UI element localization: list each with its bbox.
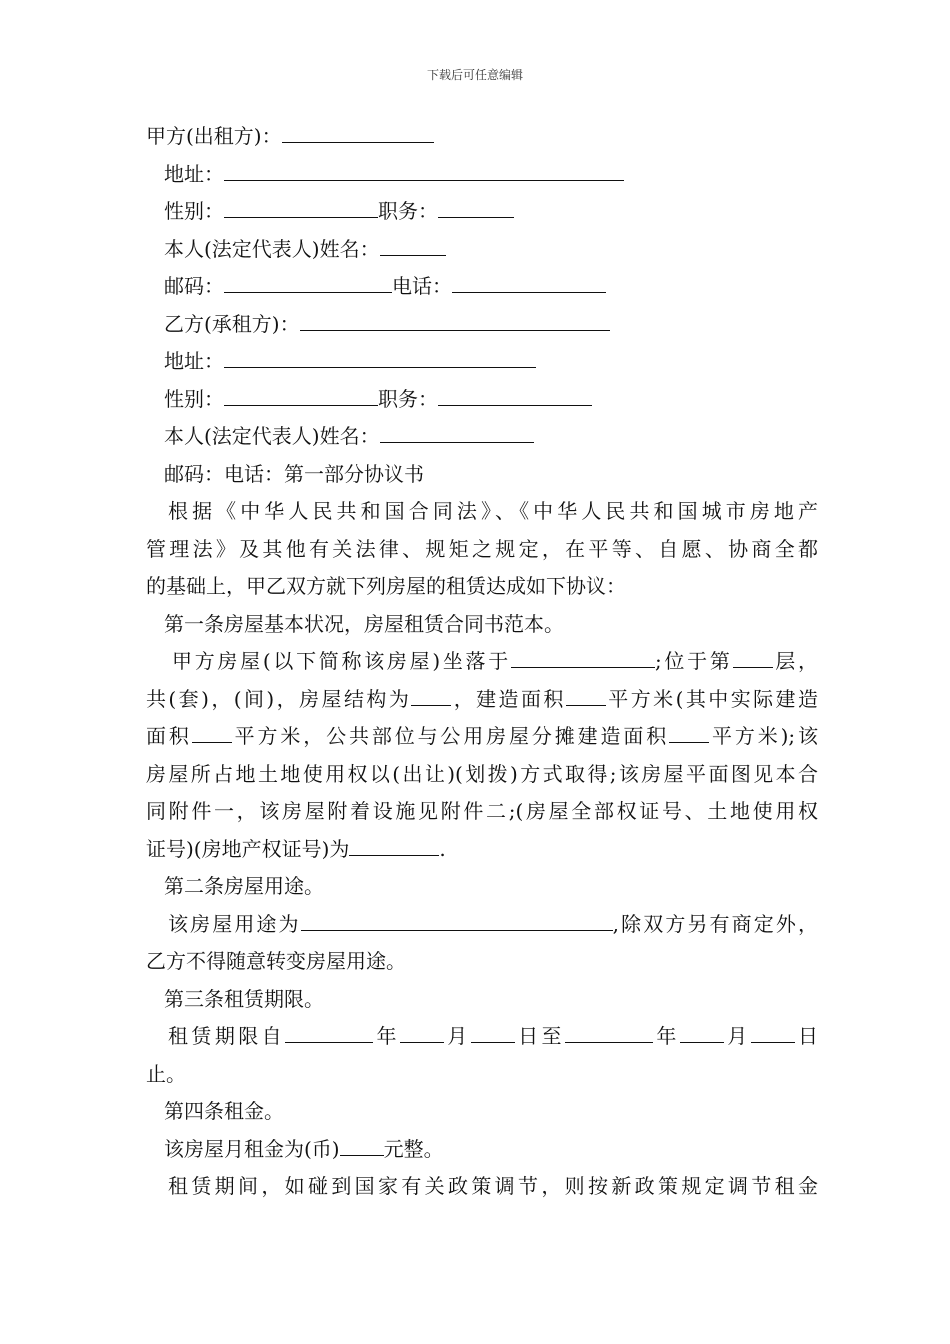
- article-1-shared-area-suffix: 平方米);该: [709, 724, 819, 748]
- article-3-end-year-label: 年: [652, 1024, 680, 1048]
- party-b-rep-label: 本人(法定代表人)姓名：: [164, 424, 380, 448]
- article-1-shared-area-label: 平方米，公共部位与公用房屋分摊建造面积: [231, 724, 670, 748]
- party-a-postcode-label: 邮码：: [164, 274, 224, 298]
- article-3-end-day-blank[interactable]: [751, 1026, 795, 1043]
- party-a-name-blank[interactable]: [282, 126, 434, 143]
- article-4-rent-suffix: 元整。: [383, 1136, 444, 1161]
- party-a-rep-label: 本人(法定代表人)姓名：: [164, 236, 380, 261]
- preamble-line-2: 管理法》及其他有关法律、规矩之规定，在平等、自愿、协商全都: [146, 536, 818, 561]
- article-3-start-day-blank[interactable]: [471, 1026, 515, 1043]
- party-a-gender-label: 性别：: [164, 199, 224, 223]
- article-1-period: .: [439, 836, 446, 861]
- party-a-gender-line: [146, 193, 818, 231]
- article-1-line-6: [146, 831, 818, 869]
- preamble-line-3: 的基础上，甲乙双方就下列房屋的租赁达成如下协议：: [146, 574, 626, 598]
- article-1-line-2: [146, 681, 818, 719]
- article-3-day-to-label: 日至: [514, 1024, 565, 1048]
- party-a-gender-blank[interactable]: [224, 201, 378, 218]
- party-b-name-blank[interactable]: [300, 314, 610, 331]
- article-1-floor-suffix: 层，: [772, 649, 818, 673]
- article-1-location-label: 甲方房屋(以下简称该房屋)坐落于: [172, 649, 511, 673]
- party-b-rep-line: [146, 418, 818, 456]
- article-4-rent-blank[interactable]: [340, 1139, 384, 1156]
- article-4-title: 第四条租金。: [164, 1099, 284, 1123]
- party-a-title-line: [146, 118, 818, 156]
- party-b-gender-line: [146, 381, 818, 419]
- party-b-gender-blank[interactable]: [224, 389, 378, 406]
- article-3-term-label: 租赁期限自: [168, 1024, 286, 1048]
- page-header: 下载后可任意编辑: [426, 68, 523, 82]
- article-1-net-area-blank[interactable]: [192, 726, 232, 743]
- party-a-address-label: 地址：: [164, 161, 224, 186]
- article-1-shared-area-blank[interactable]: [669, 726, 709, 743]
- party-a-position-label: 职务：: [378, 199, 438, 223]
- article-4-line-1: [146, 1131, 818, 1169]
- article-1-floor-blank[interactable]: [733, 651, 773, 668]
- party-a-title: 甲方(出租方)：: [146, 124, 282, 148]
- party-b-address-label: 地址：: [164, 349, 224, 373]
- party-b-address-blank[interactable]: [224, 351, 536, 368]
- article-4-rent-label: 该房屋月租金为(币): [164, 1136, 340, 1161]
- article-3-end-month-blank[interactable]: [680, 1026, 724, 1043]
- article-1-structure-label: 共(套)，(间)，房屋结构为: [146, 686, 412, 711]
- party-b-position-blank[interactable]: [438, 389, 592, 406]
- party-b-title-line: [146, 306, 818, 344]
- party-b-title: 乙方(承租方)：: [164, 311, 300, 336]
- article-4-line-2: 租赁期间，如碰到国家有关政策调节，则按新政策规定调节租金: [168, 1174, 818, 1198]
- article-2-title: 第二条房屋用途。: [164, 874, 324, 898]
- article-1-line-5: 同附件一，该房屋附着设施见附件二;(房屋全部权证号、土地使用权: [146, 799, 818, 823]
- article-1-net-area-label: 面积: [146, 724, 192, 748]
- article-1-structure-blank[interactable]: [411, 689, 451, 706]
- article-1-certificate-blank[interactable]: [349, 839, 439, 856]
- article-1-line-3: [146, 718, 818, 756]
- article-2-line-1: [146, 906, 818, 944]
- party-a-postcode-line: [146, 268, 818, 306]
- party-a-phone-blank[interactable]: [452, 276, 606, 293]
- party-b-gender-label: 性别：: [164, 386, 224, 411]
- article-3-end-month-label: 月: [723, 1024, 751, 1048]
- article-3-start-month-blank[interactable]: [400, 1026, 444, 1043]
- party-b-position-label: 职务：: [378, 386, 438, 411]
- preamble-line-1: 根据《中华人民共和国合同法》、《中华人民共和国城市房地产: [168, 499, 818, 523]
- article-3-line-1: [146, 1018, 818, 1056]
- article-3-end-year-blank[interactable]: [565, 1026, 653, 1043]
- article-2-usage-blank[interactable]: [301, 914, 613, 931]
- article-3-start-year-blank[interactable]: [285, 1026, 373, 1043]
- article-2-usage-suffix: ,除双方另有商定外，: [612, 911, 818, 936]
- article-1-area-label: ，建造面积: [451, 686, 566, 711]
- party-b-rep-blank[interactable]: [380, 426, 534, 443]
- party-a-rep-blank[interactable]: [380, 239, 446, 256]
- contract-body: [146, 118, 818, 1206]
- article-1-floor-label: ;位于第: [654, 649, 733, 673]
- article-1-title: 第一条房屋基本状况，房屋租赁合同书范本。: [164, 611, 564, 636]
- article-3-year-label: 年: [373, 1024, 400, 1048]
- article-3-title: 第三条租赁期限。: [164, 986, 324, 1011]
- party-a-postcode-blank[interactable]: [224, 276, 392, 293]
- article-2-usage-label: 该房屋用途为: [168, 911, 301, 936]
- party-b-contact-line: 邮码：电话：第一部分协议书: [164, 461, 424, 486]
- article-1-line-1: [146, 643, 818, 681]
- party-a-address-blank[interactable]: [224, 164, 624, 181]
- article-1-area-blank[interactable]: [566, 689, 606, 706]
- article-3-end-day-label: 日: [794, 1024, 819, 1048]
- article-1-certificate-label: 证号)(房地产权证号)为: [146, 836, 350, 861]
- article-3-month-label: 月: [443, 1024, 471, 1048]
- party-a-phone-label: 电话：: [392, 274, 452, 298]
- party-b-address-line: [146, 343, 818, 381]
- article-1-location-blank[interactable]: [511, 651, 655, 668]
- party-a-address-line: [146, 156, 818, 194]
- party-a-rep-line: [146, 231, 818, 269]
- party-a-position-blank[interactable]: [438, 201, 514, 218]
- article-1-area-suffix: 平方米(其中实际建造: [605, 686, 818, 711]
- article-2-line-2: 乙方不得随意转变房屋用途。: [146, 949, 406, 973]
- article-3-line-2: 止。: [146, 1061, 186, 1086]
- article-1-line-4: 房屋所占地土地使用权以(出让)(划拨)方式取得;该房屋平面图见本合: [146, 761, 818, 786]
